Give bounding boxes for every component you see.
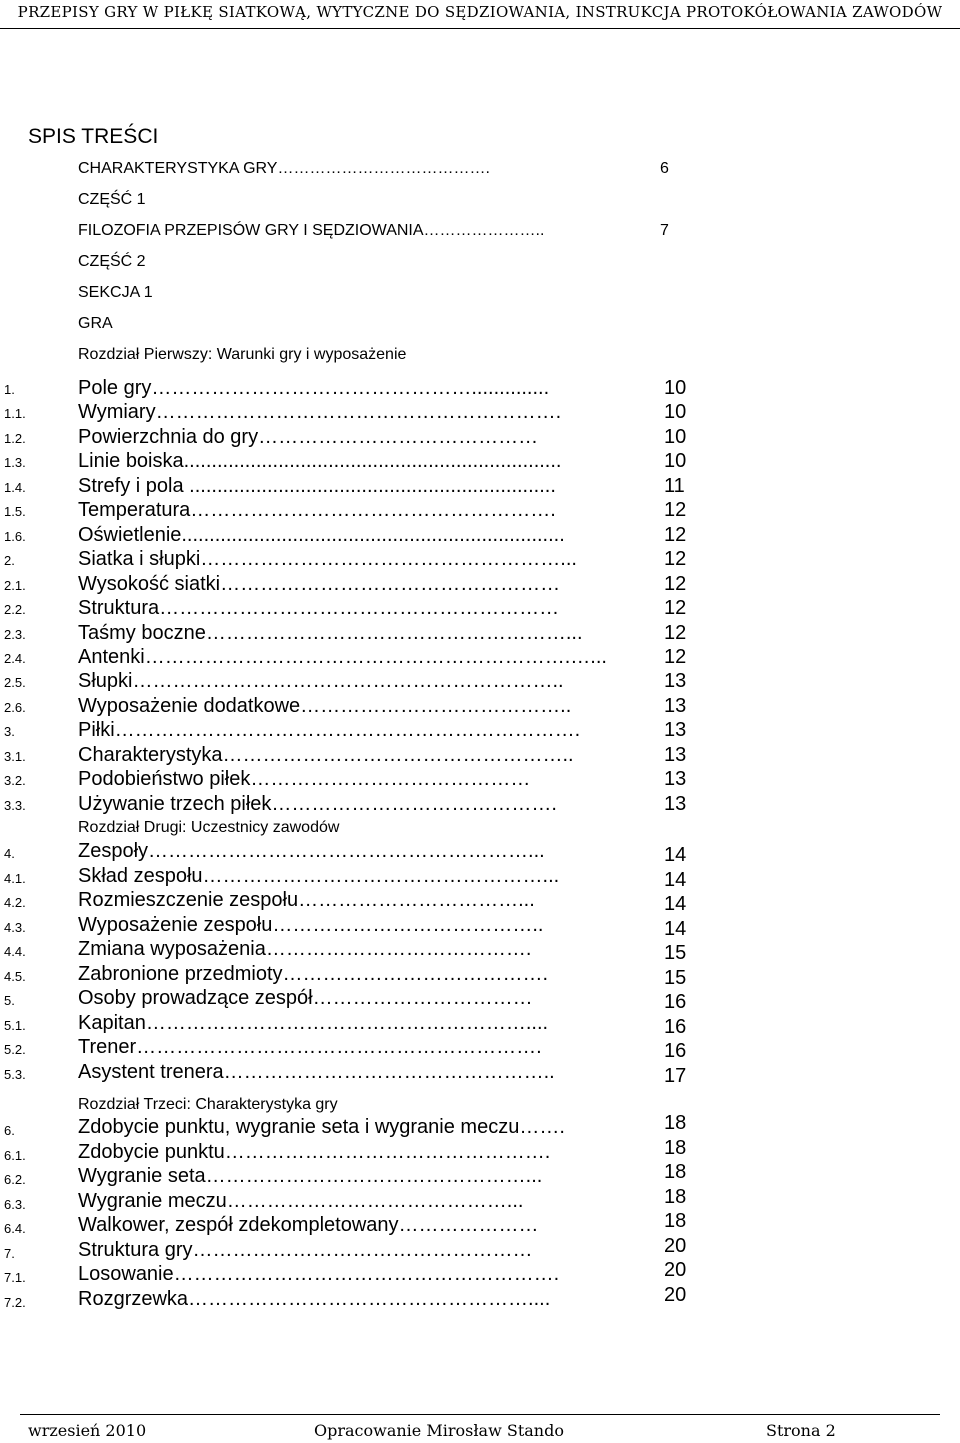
toc-entry-number: 4.3. <box>4 919 26 935</box>
toc-entry-title: Skład zespołu……………………………………………... <box>78 864 560 887</box>
front-matter-line: Rozdział Pierwszy: Warunki gry i wyposażenie <box>78 346 407 363</box>
toc-entry-page-number: 16 <box>664 1040 687 1062</box>
toc-entry-page-number: 16 <box>664 991 687 1013</box>
toc-entry-title: Wyposażenie dodatkowe………………………………….. <box>78 694 572 717</box>
toc-entry-number: 1.1. <box>4 406 26 422</box>
toc-entry-number: 2.5. <box>4 675 26 691</box>
toc-entry-page-number: 15 <box>664 942 687 964</box>
toc-entry-page-number: 18 <box>664 1161 687 1183</box>
toc-entry-page-number: 16 <box>664 1015 687 1038</box>
toc-entry-page-number: 20 <box>664 1259 687 1281</box>
toc-entry-title: Wysokość siatki…………………………………………… <box>78 572 561 595</box>
toc-entry-title: Oświetlenie..................................................................... <box>78 523 565 546</box>
toc-entry-title: Struktura gry…………………………………………… <box>78 1238 533 1261</box>
toc-entry-number: 2.1. <box>4 577 26 593</box>
toc-entry-page-number: 13 <box>664 743 687 766</box>
toc-entry-title: Rozmieszczenie zespołu……………………………... <box>78 889 535 911</box>
toc-entry-page-number: 15 <box>664 966 687 989</box>
toc-entry-number: 2.2. <box>4 602 26 618</box>
toc-entry-page-number: 12 <box>664 523 687 546</box>
toc-entry-page-number: 12 <box>664 572 687 595</box>
toc-entry-number: 6.4. <box>4 1221 26 1236</box>
toc-entry-title: Zdobycie punktu…………………………………………. <box>78 1140 551 1163</box>
toc-entry-page-number: 20 <box>664 1234 687 1257</box>
toc-entry-number: 1.3. <box>4 455 26 471</box>
toc-entry-page-number: 12 <box>664 548 687 571</box>
toc-entry-page-number: 12 <box>664 597 687 620</box>
toc-entry-title: Osoby prowadzące zespół…………………………… <box>78 987 533 1009</box>
toc-entry-page-number: 18 <box>664 1185 687 1208</box>
toc-entry-page-number: 13 <box>664 792 687 815</box>
toc-entry-title: Losowanie…………………………………………………. <box>78 1263 560 1285</box>
toc-entry-title: Zespoły…………………………………………………... <box>78 840 545 862</box>
footer-author: Opracowanie Mirosław Stando <box>314 1421 564 1440</box>
toc-entry-number: 3. <box>4 724 15 740</box>
toc-entry-page-number: 18 <box>664 1112 687 1134</box>
toc-entry-number: 5.3. <box>4 1066 26 1082</box>
toc-entry-page-number: 18 <box>664 1136 687 1159</box>
chapter-heading-3: Rozdział Trzeci: Charakterystyka gry <box>78 1096 338 1113</box>
front-matter-line: CZĘŚĆ 1 <box>78 191 146 208</box>
toc-entry-title: Wygranie meczu……………………………………... <box>78 1189 524 1212</box>
front-matter-line: GRA <box>78 315 113 332</box>
toc-entry-title: Temperatura………………………………………………. <box>78 499 556 522</box>
toc-entry-number: 5. <box>4 993 15 1008</box>
toc-entry-number: 2. <box>4 553 15 569</box>
chapter-heading-2: Rozdział Drugi: Uczestnicy zawodów <box>78 819 340 836</box>
toc-entry-title: Rozgrzewka…………………………………………….... <box>78 1287 551 1310</box>
document-title: PRZEPISY GRY W PIŁKĘ SIATKOWĄ, WYTYCZNE DO SĘDZIOWANIA, INSTRUKCJA PROTOKÓŁOWANIA ZAWODÓW <box>17 3 943 21</box>
toc-entry-page-number: 14 <box>664 844 687 866</box>
toc-entry-title: Słupki……………………………………………………….. <box>78 670 564 693</box>
toc-entry-page-number: 10 <box>664 377 687 399</box>
toc-entry-title: Taśmy boczne………………………………………………... <box>78 621 583 644</box>
toc-entry-page-number: 20 <box>664 1283 687 1306</box>
toc-entry-number: 4.5. <box>4 968 26 984</box>
toc-entry-number: 1.5. <box>4 504 26 520</box>
toc-entry-number: 3.1. <box>4 748 26 764</box>
toc-entry-page-number: 12 <box>664 621 687 644</box>
toc-entry-title: Strefy i pola .................................................................. <box>78 474 556 497</box>
toc-entry-title: Walkower, zespół zdekompletowany………………… <box>78 1214 539 1236</box>
footer-page-number: Strona 2 <box>766 1421 836 1440</box>
toc-entry-page-number: 10 <box>664 425 687 448</box>
toc-entry-page-number: 11 <box>664 474 685 497</box>
page-header <box>0 0 960 29</box>
toc-entry-title: Powierzchnia do gry…………………………………… <box>78 425 539 448</box>
toc-entry-title: Linie boiska.................................................................... <box>78 450 562 473</box>
toc-entry-title: Używanie trzech piłek……………………………………. <box>78 792 557 815</box>
front-matter-line: CZĘŚĆ 2 <box>78 253 146 270</box>
toc-entry-number: 3.2. <box>4 773 26 789</box>
toc-entry-page-number: 14 <box>664 893 687 915</box>
toc-entry-title: Zabronione przedmioty…………………………………. <box>78 962 549 985</box>
toc-entry-page-number: 12 <box>664 645 687 668</box>
toc-entry-title: Piłki……………………………………………………………. <box>78 719 581 742</box>
front-matter-line: SEKCJA 1 <box>78 284 153 301</box>
toc-entry-page-number: 13 <box>664 694 687 717</box>
toc-entry-number: 1.2. <box>4 430 26 446</box>
toc-entry-title: Wymiary……………………………………………………. <box>78 401 562 424</box>
toc-entry-number: 6.1. <box>4 1147 26 1163</box>
toc-entry-title: Struktura…………………………………………………… <box>78 597 560 620</box>
toc-entry-page-number: 12 <box>664 499 687 522</box>
toc-entry-number: 2.6. <box>4 699 26 715</box>
toc-entry-title: Antenki……………………………………………………….…... <box>78 645 607 668</box>
toc-entry-page-number: 17 <box>664 1064 687 1087</box>
footer-divider <box>20 1414 940 1415</box>
toc-entry-number: 4.2. <box>4 895 26 910</box>
toc-entry-number: 4.1. <box>4 870 26 886</box>
toc-entry-title: Zmiana wyposażenia…………………………………. <box>78 938 532 960</box>
front-matter-line: FILOZOFIA PRZEPISÓW GRY I SĘDZIOWANIA………………….. <box>78 222 545 239</box>
toc-entry-number: 7.2. <box>4 1294 26 1310</box>
toc-entry-number: 7. <box>4 1245 15 1261</box>
toc-entry-title: Charakterystyka…………………………………………….. <box>78 743 574 766</box>
toc-entry-page-number: 14 <box>664 868 687 891</box>
toc-entry-number: 3.3. <box>4 797 26 813</box>
toc-entry-title: Trener……………………………………………………. <box>78 1036 542 1058</box>
toc-entry-title: Asystent trenera………………………………………….. <box>78 1060 555 1083</box>
toc-entry-number: 6.3. <box>4 1196 26 1212</box>
toc-entry-title: Zdobycie punktu, wygranie seta i wygranie meczu……. <box>78 1116 565 1138</box>
toc-entry-number: 1.6. <box>4 528 26 544</box>
toc-entry-number: 5.2. <box>4 1042 26 1057</box>
toc-entry-title: Siatka i słupki………………………………………………... <box>78 548 577 571</box>
toc-entry-title: Kapitan………………………………………………….... <box>78 1011 549 1034</box>
toc-entry-title: Pole gry………………………………………….............. <box>78 377 550 399</box>
toc-entry-number: 4.4. <box>4 944 26 959</box>
footer-date: wrzesień 2010 <box>28 1421 147 1440</box>
toc-entry-number: 4. <box>4 846 15 861</box>
toc-entry-number: 7.1. <box>4 1270 26 1285</box>
toc-entry-number: 6.2. <box>4 1172 26 1187</box>
toc-entry-number: 1. <box>4 382 15 397</box>
toc-entry-number: 6. <box>4 1123 15 1138</box>
toc-entry-page-number: 14 <box>664 917 687 940</box>
front-matter-page-number: 6 <box>660 160 669 177</box>
toc-entry-title: Wyposażenie zespołu………………………………….. <box>78 913 544 936</box>
front-matter-line: CHARAKTERYSTYKA GRY…………………………………. <box>78 160 490 177</box>
toc-entry-page-number: 10 <box>664 450 687 473</box>
toc-entry-page-number: 10 <box>664 401 687 424</box>
front-matter-page-number: 7 <box>660 222 669 239</box>
toc-entry-page-number: 18 <box>664 1210 687 1232</box>
toc-entry-number: 2.3. <box>4 626 26 642</box>
toc-heading: SPIS TREŚCI <box>28 125 159 148</box>
toc-entry-page-number: 13 <box>664 719 687 742</box>
toc-entry-page-number: 13 <box>664 670 687 693</box>
toc-entry-number: 2.4. <box>4 650 26 666</box>
toc-entry-number: 1.4. <box>4 479 26 495</box>
toc-entry-page-number: 13 <box>664 768 687 791</box>
toc-entry-title: Podobieństwo piłek…………………………………… <box>78 768 531 791</box>
toc-entry-title: Wygranie seta…………………………………………... <box>78 1165 543 1187</box>
toc-entry-number: 5.1. <box>4 1017 26 1033</box>
